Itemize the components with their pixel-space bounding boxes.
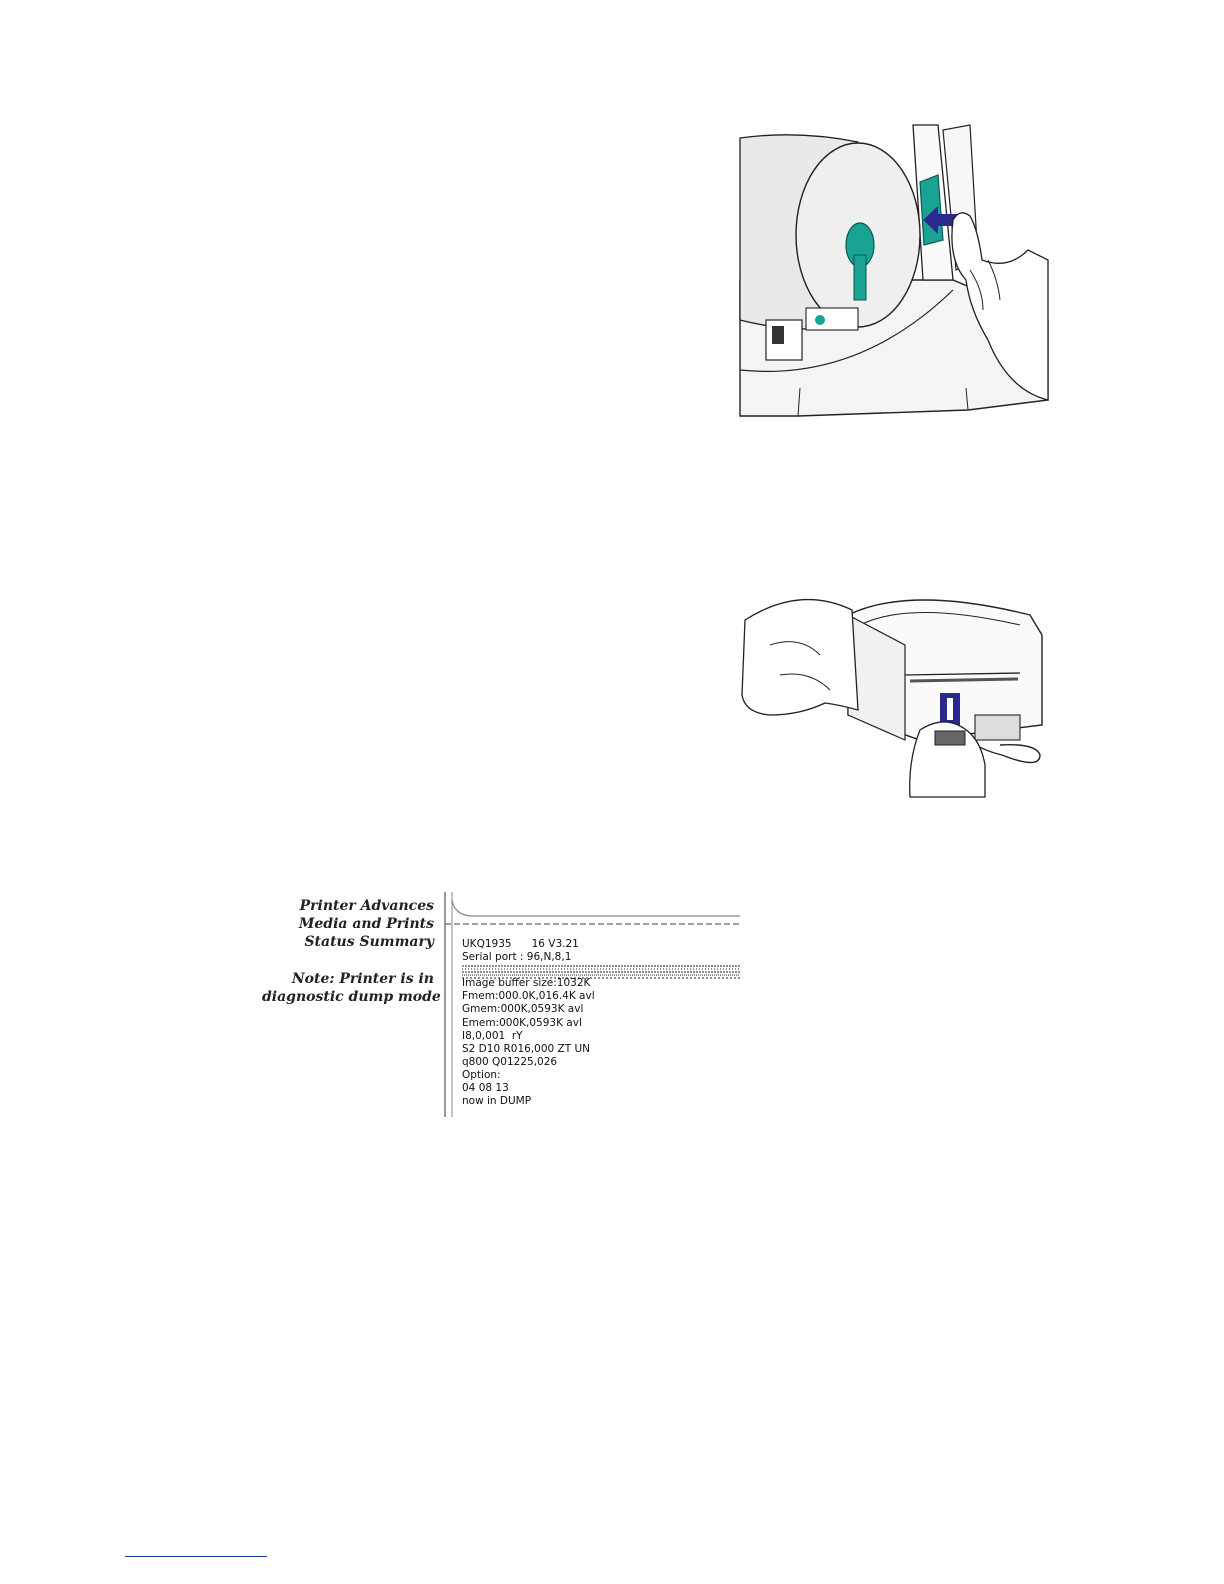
note-line: diagnostic dump mode — [262, 989, 441, 1005]
caption-line: Printer Advances — [299, 898, 434, 914]
dump-line: Option: — [462, 1068, 501, 1081]
dump-line: Gmem:000K,0593K avl — [462, 1003, 584, 1016]
media-roll-load-illustration — [738, 120, 1050, 420]
dump-lines — [462, 938, 595, 1108]
dump-line: UKQ1935 16 V3.21 — [462, 938, 579, 950]
note-line: Note: Printer is in — [291, 971, 434, 987]
dump-line: S2 D10 R016,000 ZT UN — [462, 1042, 591, 1055]
dump-line: Emem:000K,0593K avl — [462, 1016, 582, 1029]
caption-line: Status Summary — [304, 934, 434, 950]
dump-line: q800 Q01225,026 — [462, 1055, 558, 1068]
dump-line: Serial port : 96,N,8,1 — [462, 951, 572, 964]
dump-line: I8,0,001 rY — [462, 1029, 523, 1042]
power-connector-illustration — [740, 585, 1046, 800]
dump-noise-band — [462, 964, 595, 977]
dump-line: now in DUMP — [462, 1095, 532, 1108]
printout-caption — [262, 897, 441, 1006]
footnote-rule — [125, 1556, 267, 1557]
dump-line: Image buffer size:1032K — [462, 977, 591, 990]
dump-line: 04 08 13 — [462, 1082, 509, 1095]
status-printout — [440, 892, 740, 1117]
dump-line: Fmem:000.0K,016.4K avl — [462, 990, 595, 1003]
caption-line: Media and Prints — [298, 916, 434, 932]
